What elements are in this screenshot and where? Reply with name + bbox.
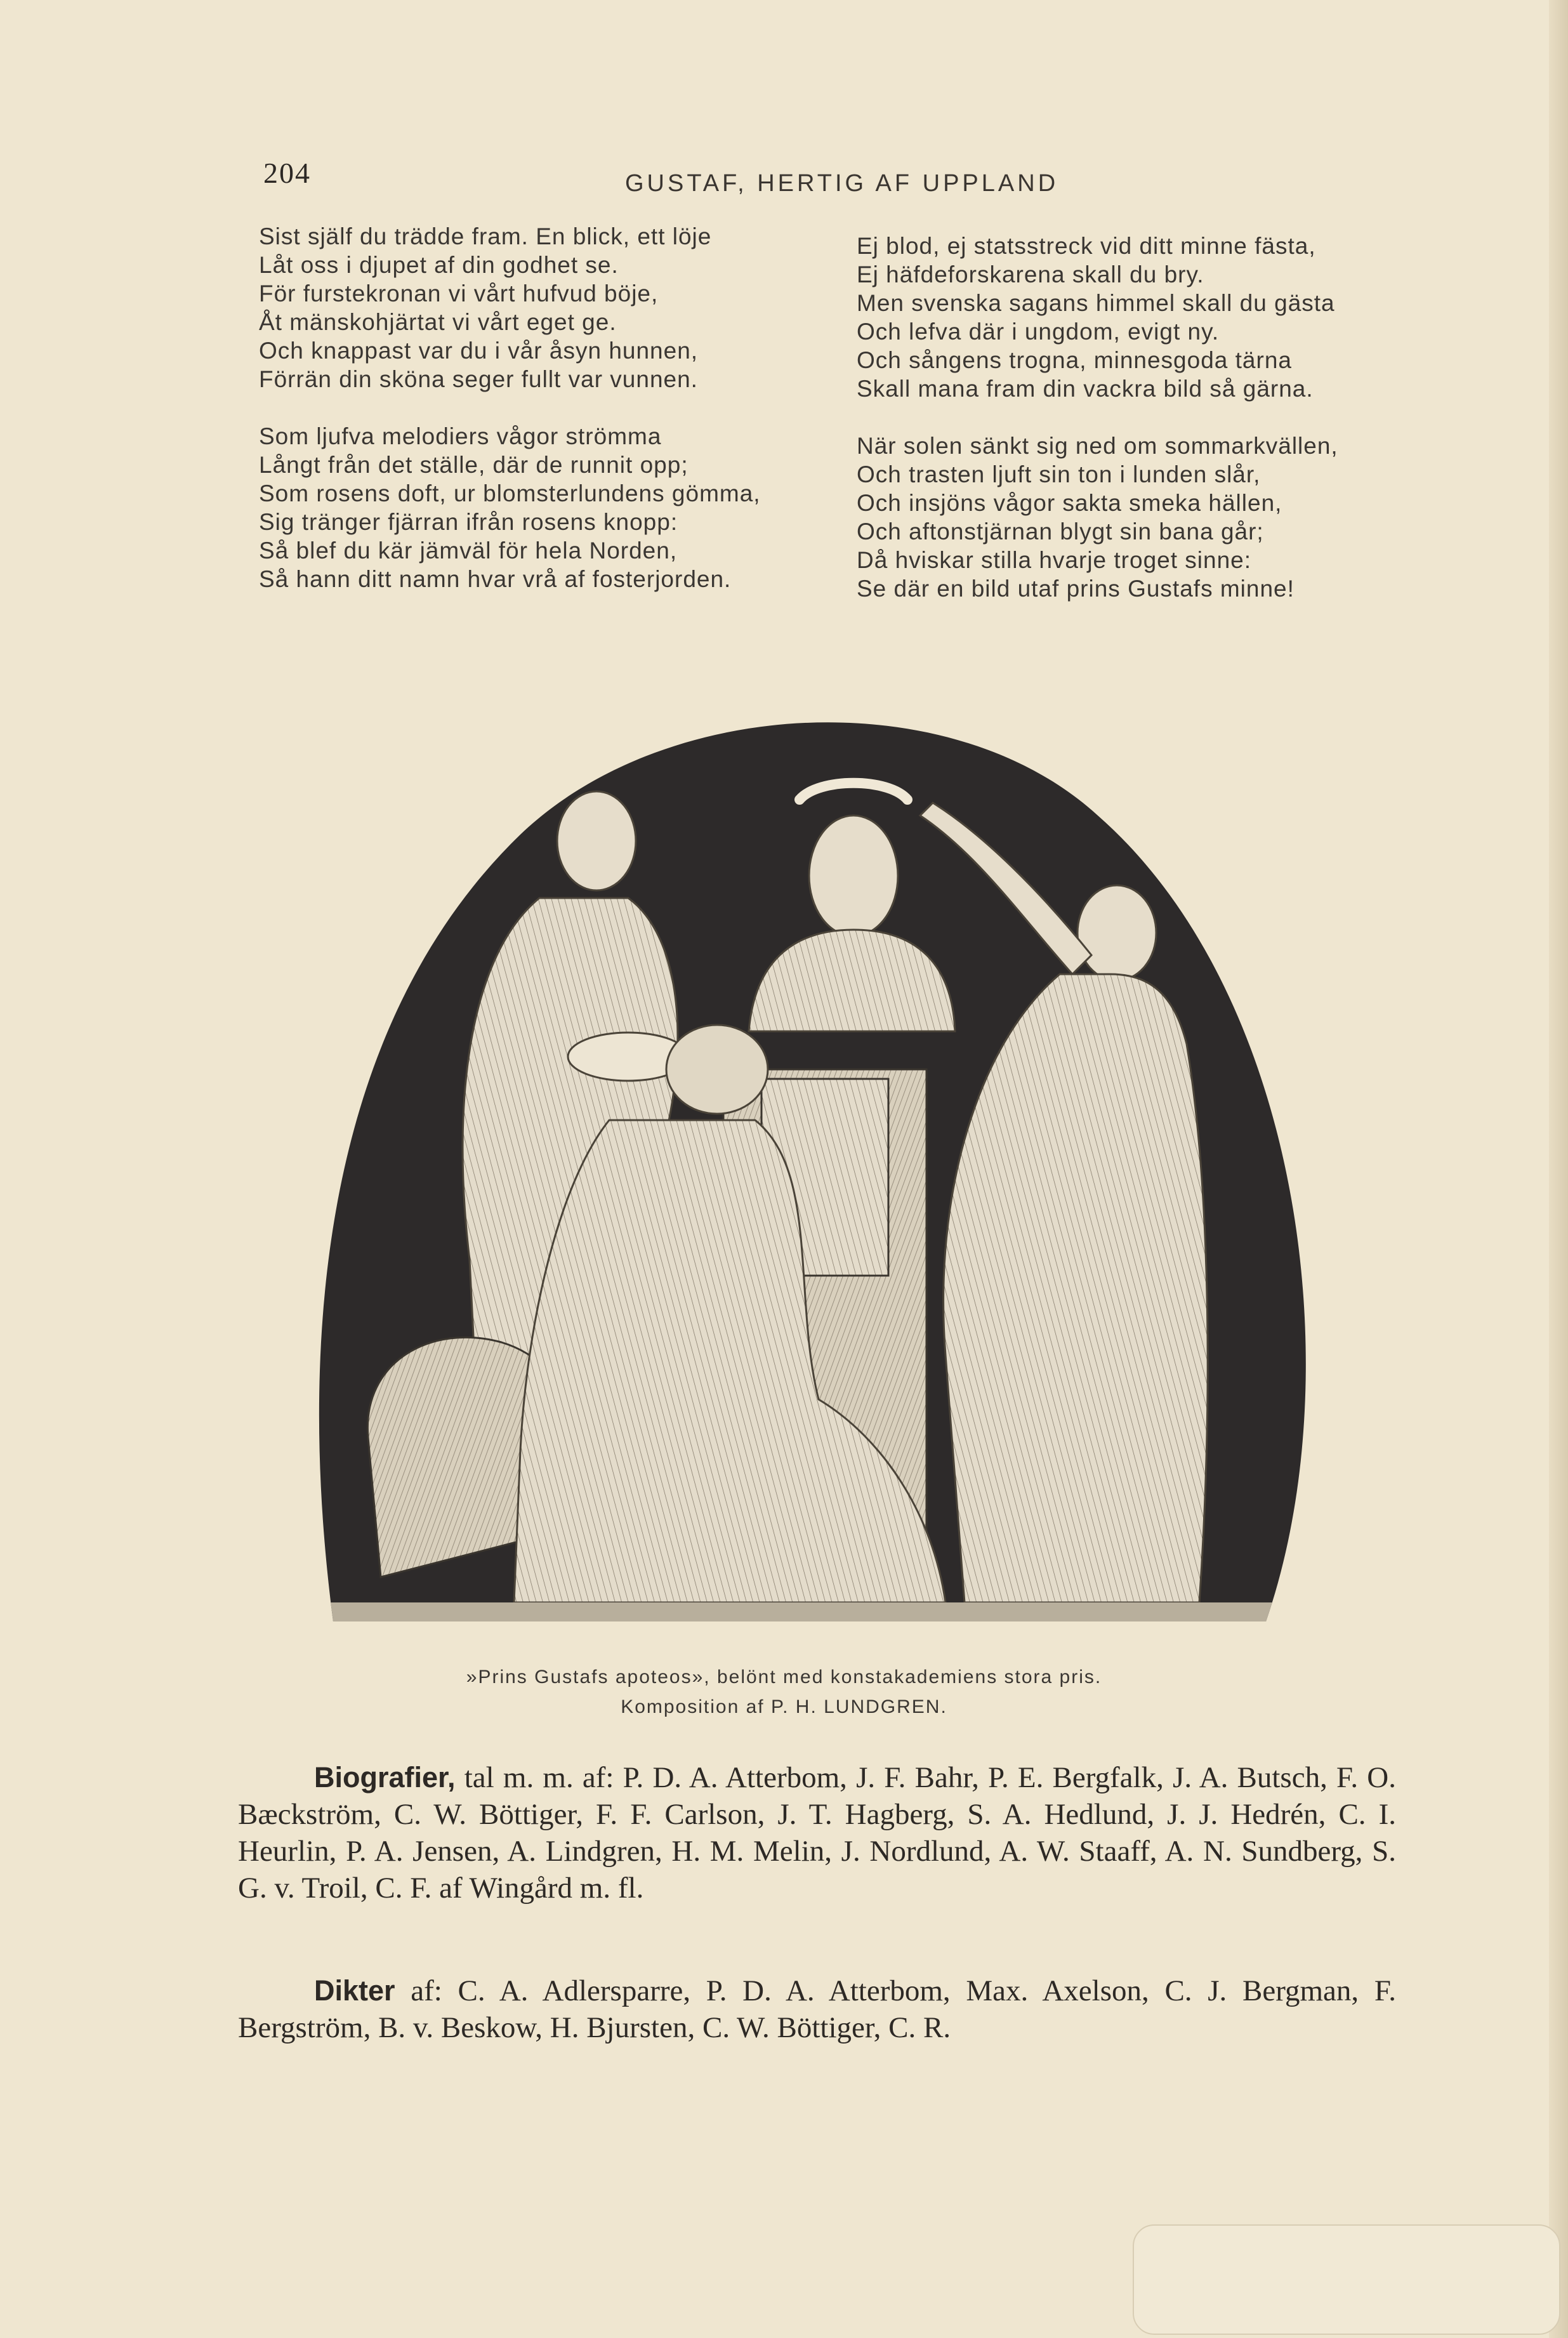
poem-line: Så hann ditt namn hvar vrå af fosterjorden.: [259, 566, 732, 592]
poem-line: Sist själf du trädde fram. En blick, ett löje: [259, 223, 712, 249]
poem-line: Åt mänskohjärtat vi vårt eget ge.: [259, 309, 617, 335]
left-figure-head: [557, 791, 636, 890]
engraver-signature: W.EIDENHAYN: [1157, 1624, 1250, 1637]
dikter-paragraph: [238, 1972, 1396, 2046]
poem-right-column: [857, 232, 1338, 603]
poem-line: Och lefva där i ungdom, evigt ny.: [857, 319, 1220, 345]
figure-credit: Komposition af P. H. LUNDGREN.: [621, 1696, 947, 1717]
poem-line: Skall mana fram din vackra bild så gärna.: [857, 376, 1314, 402]
seated-figure-head: [666, 1025, 768, 1114]
dikter-text: af: C. A. Adlersparre, P. D. A. Atterbom, Max. Axelson, C. J. Bergman, F. Bergström, B. v. Beskow, H. Bjursten, C. W. Böttiger, C. R.: [238, 1974, 1396, 2044]
poem-line: Förrän din sköna seger fullt var vunnen.: [259, 366, 698, 392]
poem-line: Då hviskar stilla hvarje troget sinne:: [857, 547, 1252, 573]
poem-line: För furstekronan vi vårt hufvud böje,: [259, 281, 659, 307]
poem-line: Och insjöns vågor sakta smeka hällen,: [857, 490, 1282, 516]
biografier-paragraph: [238, 1759, 1396, 1906]
poem-line: Och sångens trogna, minnesgoda tärna: [857, 347, 1292, 373]
poem-line: Som ljufva melodiers vågor strömma: [259, 423, 662, 449]
biografier-heading: Biografier,: [314, 1761, 456, 1793]
poem-line: Se där en bild utaf prins Gustafs minne!: [857, 576, 1295, 602]
poem-line: Låt oss i djupet af din godhet se.: [259, 252, 619, 278]
poem-line: Ej häfdeforskarena skall du bry.: [857, 261, 1204, 287]
poem-line: Och trasten ljuft sin ton i lunden slår,: [857, 461, 1261, 487]
right-figure-head: [1077, 885, 1156, 981]
page-edge: [1549, 0, 1568, 2338]
dikter-heading: Dikter: [314, 1974, 395, 2007]
poem-stanza: [259, 422, 761, 593]
vignette-oval: [311, 689, 1320, 1637]
poem-line: Men svenska sagans himmel skall du gästa: [857, 290, 1335, 316]
poem-line: Långt från det ställe, där de runnit opp;: [259, 452, 688, 478]
poem-stanza: [857, 432, 1338, 603]
page-tab-mark: [1133, 2224, 1560, 2335]
poem-left-column: [259, 222, 761, 593]
poem-line: När solen sänkt sig ned om sommarkvällen,: [857, 433, 1338, 459]
apotheosis-engraving: [311, 689, 1320, 1637]
poem-line: Sig tränger fjärran ifrån rosens knopp:: [259, 509, 678, 535]
poem-stanza: [259, 222, 761, 393]
poem-line: Ej blod, ej statsstreck vid ditt minne fästa,: [857, 233, 1316, 259]
poem-line: Och aftonstjärnan blygt sin bana går;: [857, 518, 1264, 545]
running-head: GUSTAF, HERTIG AF UPPLAND: [625, 170, 1059, 197]
poem-line: Så blef du kär jämväl för hela Norden,: [259, 538, 678, 564]
poem-line: Som rosens doft, ur blomsterlundens gömma,: [259, 480, 761, 506]
ground-line: [311, 1602, 1320, 1621]
poem-stanza: [857, 232, 1338, 403]
figure-caption: »Prins Gustafs apoteos», belönt med konstakademiens stora pris.: [466, 1667, 1102, 1687]
bust-head: [809, 816, 898, 936]
poem-line: Och knappast var du i vår åsyn hunnen,: [259, 338, 699, 364]
biografier-text: tal m. m. af: P. D. A. Atterbom, J. F. Bahr, P. E. Bergfalk, J. A. Butsch, F. O. Bæckström, C. W. Böttiger, F. F. Carlson, J. T. Hagberg, S. A. Hedlund, J. J. Hedrén, C. I. Heurlin, P. A. Jensen, A. Lindgren, H. M. Melin, J. Nordlund, A. W. Staaff, A. N. Sundberg, S. G. v. Troil, C. F. af Wingård m. fl.: [238, 1761, 1396, 1905]
page-number: 204: [263, 157, 311, 189]
